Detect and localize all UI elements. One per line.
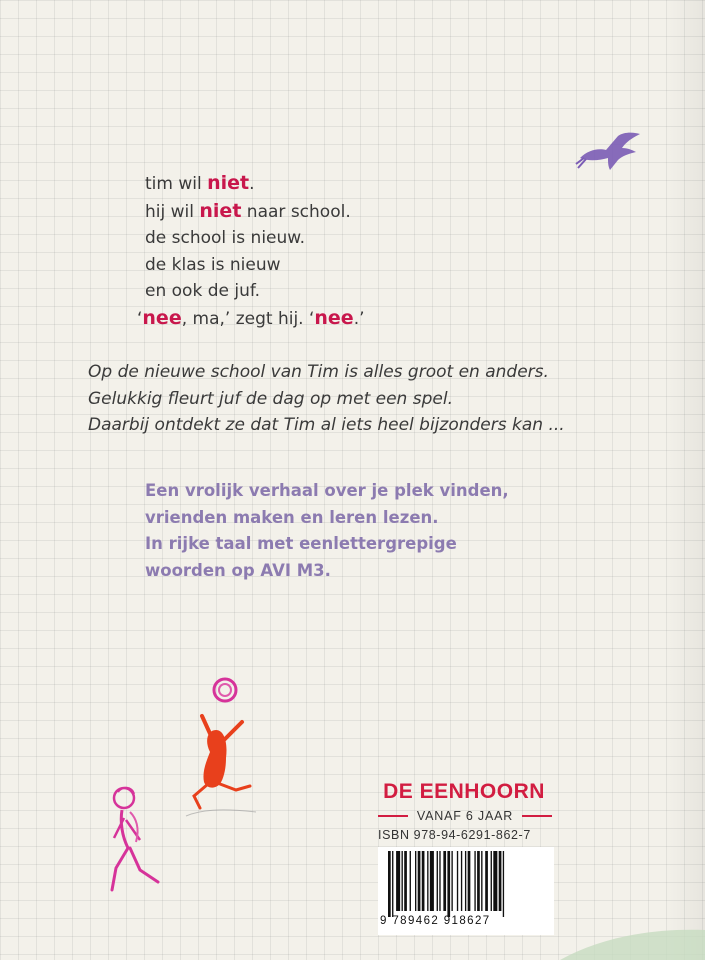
poem-text: naar school. [241,201,351,222]
barcode-bar [457,851,458,911]
poem-line-1 [145,170,365,198]
barcode-bar [447,851,450,917]
age-label: VANAF 6 JAAR [416,809,514,823]
tagline-line: Een vrolijk verhaal over je plek vinden, [145,481,509,500]
barcode-bar [439,851,440,911]
poem [137,170,365,332]
tagline-line: woorden op AVI M3. [145,560,331,580]
poem-line-6 [137,305,365,333]
blurb [88,359,565,439]
barcode-bar [422,851,425,911]
tagline-line: In rijke taal met eenlettergrepige [145,534,457,553]
barcode-bar [499,851,502,911]
barcode-digits: 9 789462 918627 [380,915,491,927]
barcode-bar [402,851,403,911]
poem-text: . [249,174,255,194]
age-row [378,808,552,824]
barcode-bar [503,851,504,917]
ball-icon [210,675,240,705]
barcode-bar [443,851,446,911]
divider [522,815,552,817]
poem-highlight: nee [142,306,182,329]
poem-highlight: niet [207,172,250,194]
pink-child-illustration [100,782,180,902]
barcode-bars [378,847,554,917]
poem-highlight: niet [199,199,242,222]
poem-line-2 [145,198,365,226]
barcode-bar [493,851,497,911]
isbn-label: ISBN 978-94-6291-862-7 [378,828,531,842]
poem-text: ‘ [137,308,143,329]
publisher-name: DE EENHOORN [383,780,545,803]
barcode-bar [410,851,411,911]
barcode-bar [430,851,434,911]
barcode-bar [451,851,452,911]
barcode-bar [388,851,391,917]
poem-line-5: en ook de juf. [145,281,260,301]
divider [378,815,408,817]
barcode-bar [468,851,471,911]
barcode-bar [485,851,488,911]
barcode-bar [481,851,482,911]
poem-line-3: de school is nieuw. [145,228,306,248]
barcode-bar [461,851,462,911]
tagline-line: vrienden maken en leren lezen. [145,507,439,527]
green-hill-decoration [560,910,705,960]
barcode-bar [427,851,428,911]
orange-child-illustration [180,712,270,827]
poem-line-4: de klas is nieuw [145,254,281,275]
barcode-bar [477,851,480,911]
poem-text: tim wil [145,174,208,194]
poem-text: .’ [353,308,365,329]
poem-text: , ma,’ zegt hij. ‘ [181,308,315,329]
blurb-line: Gelukkig fleurt juf de dag op met een spel. [88,388,453,409]
barcode-bar [465,851,466,911]
barcode-bar [404,851,407,911]
barcode-bar [491,851,492,911]
blurb-line: Op de nieuwe school van Tim is alles groot en anders. [88,362,549,382]
barcode-bar [474,851,475,911]
tagline [145,478,509,584]
barcode-bar [437,851,438,911]
spine-shadow [665,0,705,960]
poem-highlight: nee [314,306,354,329]
barcode-bar [418,851,421,911]
blurb-line: Daarbij ontdekt ze dat Tim al iets heel bijzonders kan ... [88,415,565,435]
poem-text: hij wil [145,201,200,222]
swallow-bird-icon [574,128,644,176]
barcode-bar [392,851,393,917]
barcode-bar [415,851,416,911]
barcode-bar [396,851,400,911]
